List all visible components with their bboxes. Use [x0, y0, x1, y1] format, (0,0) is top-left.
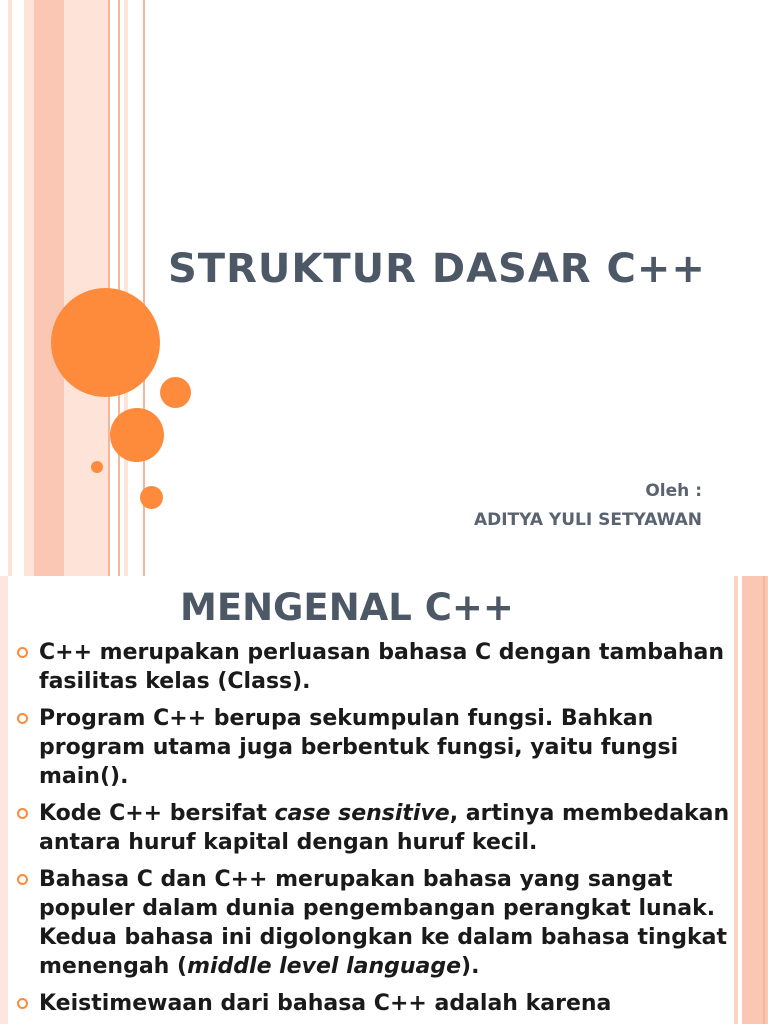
by-label: Oleh :: [645, 481, 702, 501]
bullet-text: , artinya membedakan antara huruf kapital dengan huruf kecil.: [39, 801, 730, 855]
slide-title: STRUKTUR DASAR C++: [168, 246, 706, 292]
bullet-circle-icon: [17, 647, 28, 658]
bullet-circle-icon: [17, 998, 28, 1009]
decorative-stripe: [24, 0, 34, 576]
bullet-item: [0, 638, 740, 696]
bullet-emphasis-text: middle level language: [187, 954, 462, 979]
slide-heading: MENGENAL C++: [180, 586, 514, 629]
author-name: ADITYA YULI SETYAWAN: [473, 510, 702, 530]
decorative-stripe: [124, 0, 128, 576]
bullet-circle-icon: [17, 713, 28, 724]
decorative-circle: [160, 377, 191, 408]
content-slide: [0, 576, 768, 1024]
decorative-stripe: [34, 0, 64, 576]
bullet-item: [0, 704, 740, 791]
bullet-text: ).: [461, 954, 480, 979]
bullet-item: [0, 799, 740, 857]
decorative-circle-small: [91, 461, 103, 473]
bullet-text: C++ merupakan perluasan bahasa C dengan tambahan fasilitas kelas (Class).: [39, 640, 725, 694]
bullet-text: Kode C++ bersifat: [39, 801, 275, 826]
decorative-stripe: [118, 0, 120, 576]
bullet-emphasis-text: case sensitive: [274, 801, 450, 826]
decorative-stripe: [763, 576, 765, 1024]
bullet-item: [0, 989, 740, 1018]
bullet-text: Program C++ berupa sekumpulan fungsi. Bahkan program utama juga berbentuk fungsi, yaitu fungsi main().: [39, 706, 679, 789]
decorative-circle: [140, 486, 163, 509]
bullet-list: [0, 638, 740, 1024]
bullet-circle-icon: [17, 874, 28, 885]
bullet-item: [0, 865, 740, 981]
decorative-stripe: [8, 0, 12, 576]
bullet-text: Keistimewaan dari bahasa C++ adalah karena: [39, 991, 612, 1016]
decorative-circle: [110, 408, 164, 462]
decorative-circle-large: [51, 288, 160, 397]
bullet-text: Bahasa C dan C++ merupakan bahasa yang sangat populer dalam dunia pengembangan perangkat lunak. Kedua bahasa ini digolongkan ke dalam bahasa tingkat menengah (: [39, 867, 727, 979]
bullet-circle-icon: [17, 808, 28, 819]
